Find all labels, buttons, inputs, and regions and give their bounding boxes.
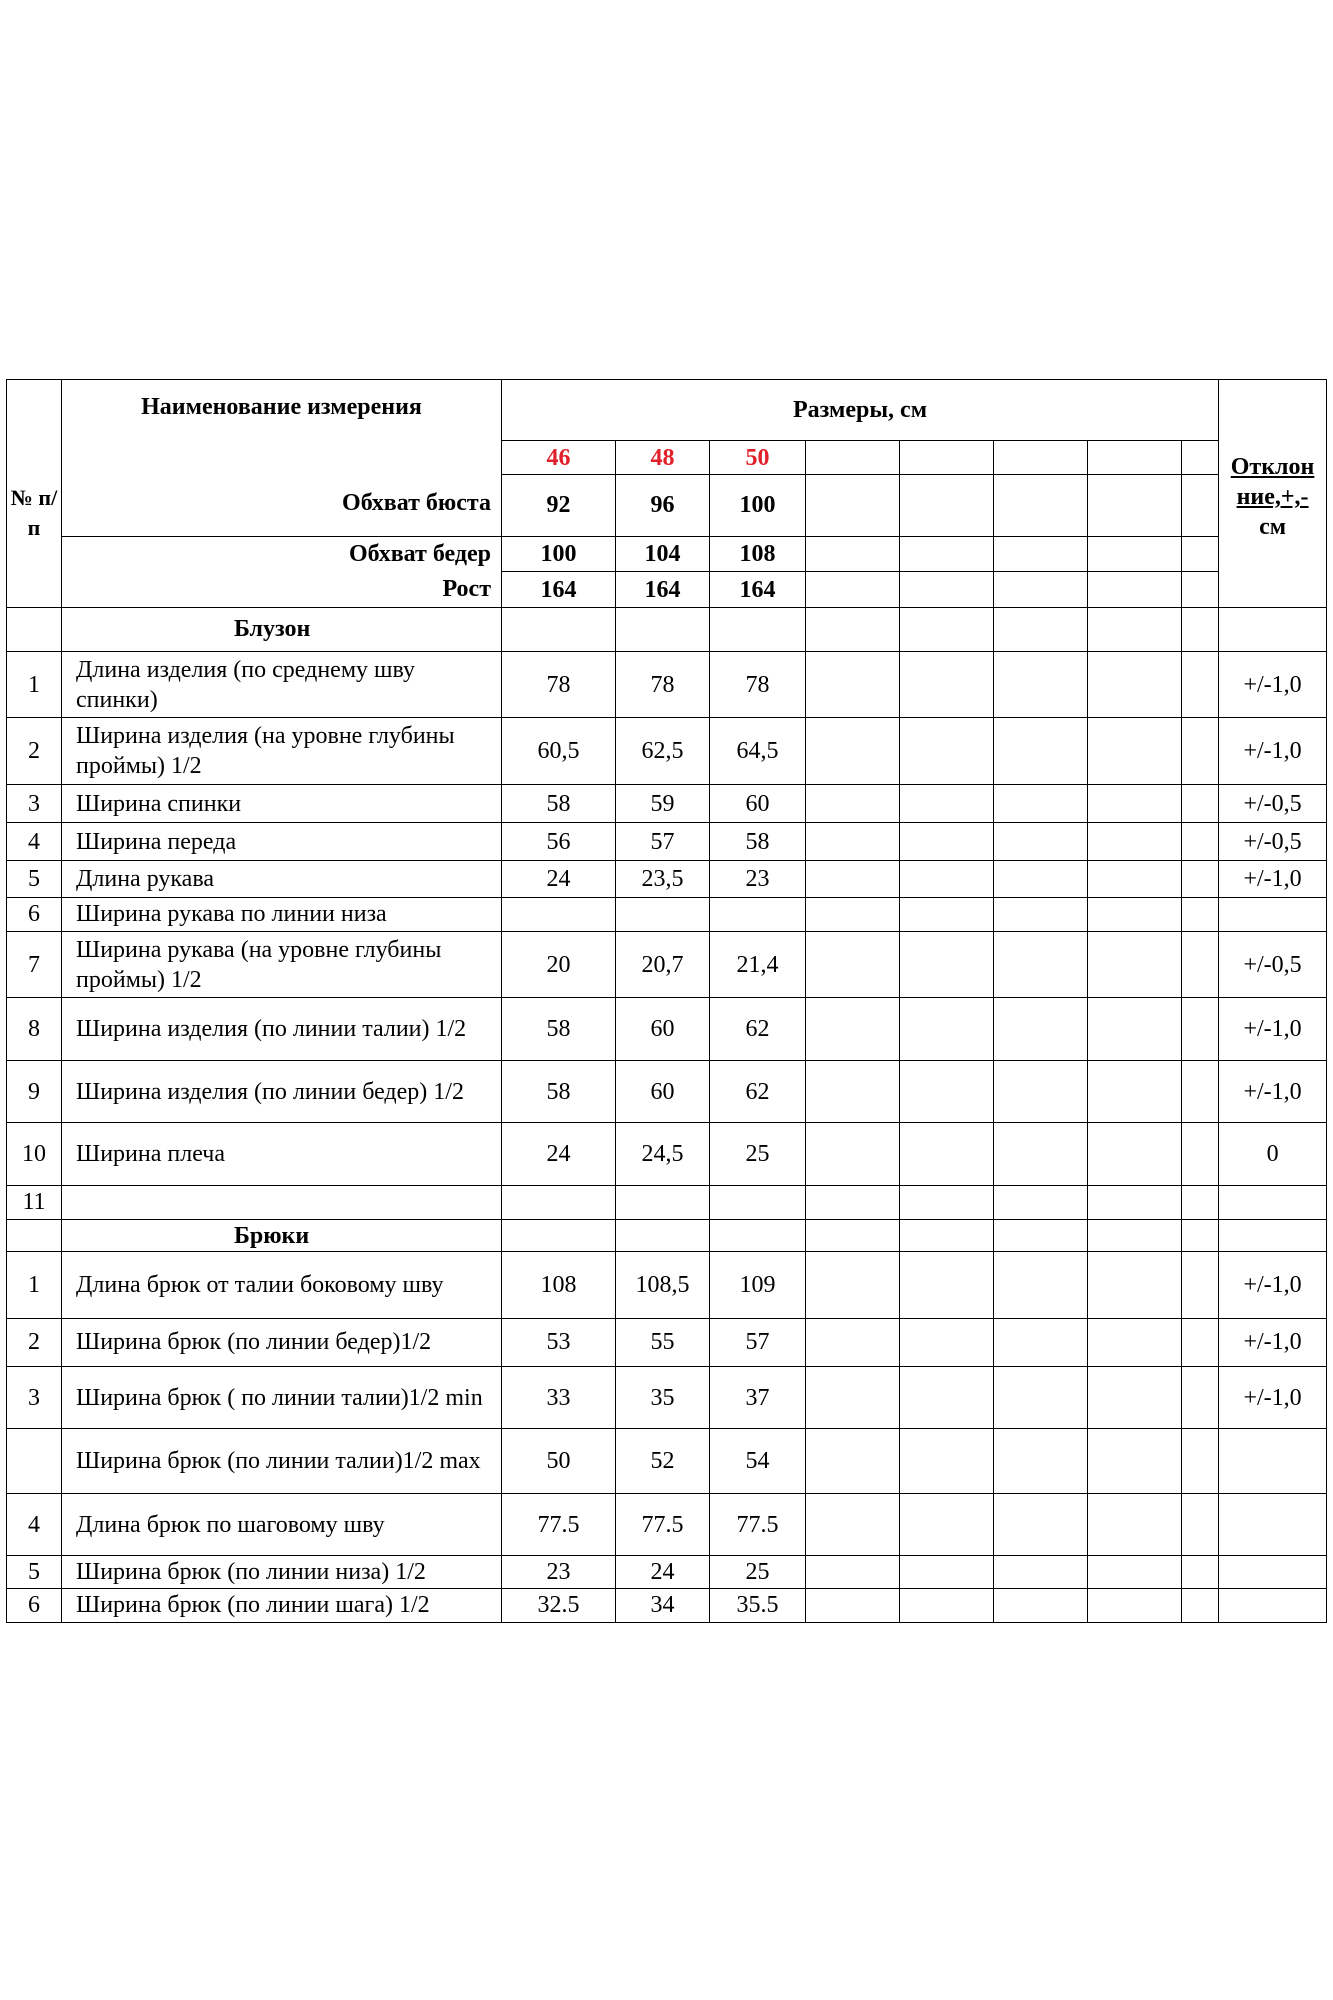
measurement-row — [7, 1185, 1327, 1219]
empty-cell — [1182, 861, 1219, 897]
measurement-name: Ширина переда — [62, 823, 502, 861]
section-header-row — [7, 1219, 1327, 1251]
empty-cell — [806, 861, 900, 897]
size-label-46: 46 — [502, 441, 616, 474]
size-value: 25 — [710, 1123, 806, 1185]
empty-cell — [994, 1185, 1088, 1219]
size-value: 20,7 — [616, 931, 710, 997]
empty-cell — [1088, 861, 1182, 897]
empty-cell — [1088, 1318, 1182, 1366]
empty-cell — [1182, 784, 1219, 822]
size-value: 24 — [616, 1556, 710, 1588]
measurement-name: Ширина брюк (по линии талии)1/2 max — [62, 1429, 502, 1493]
row-number — [7, 1429, 62, 1493]
measurement-name: Ширина брюк (по линии низа) 1/2 — [62, 1556, 502, 1588]
empty-cell — [1182, 1429, 1219, 1493]
empty-cell — [1182, 1366, 1219, 1428]
measurement-row — [7, 1252, 1327, 1318]
empty-cell — [616, 607, 710, 651]
size-value — [502, 1185, 616, 1219]
size-value: 24 — [502, 861, 616, 897]
empty-cell — [1182, 1318, 1219, 1366]
size-value: 24,5 — [616, 1123, 710, 1185]
size-value: 64,5 — [710, 718, 806, 784]
size-value: 58 — [502, 998, 616, 1060]
size-value — [710, 1185, 806, 1219]
empty-cell — [994, 474, 1088, 536]
empty-cell — [900, 651, 994, 717]
measurement-row — [7, 651, 1327, 717]
empty-cell — [806, 1556, 900, 1588]
measurement-row — [7, 861, 1327, 897]
size-value: 60 — [710, 784, 806, 822]
bust-value-50: 100 — [710, 474, 806, 536]
empty-cell — [806, 931, 900, 997]
empty-cell — [1088, 1123, 1182, 1185]
size-value: 35 — [616, 1366, 710, 1428]
size-value: 60 — [616, 998, 710, 1060]
size-label-50: 50 — [710, 441, 806, 474]
empty-cell — [806, 537, 900, 572]
empty-cell — [900, 1366, 994, 1428]
measurement-name: Длина брюк от талии боковому шву — [62, 1252, 502, 1318]
empty-cell — [1219, 1219, 1327, 1251]
deviation-value: +/-1,0 — [1219, 998, 1327, 1060]
row-number: 6 — [7, 1588, 62, 1623]
size-value: 58 — [502, 1060, 616, 1122]
empty-cell — [900, 861, 994, 897]
empty-cell — [806, 1366, 900, 1428]
header-row-height — [7, 572, 1327, 607]
size-value: 23 — [502, 1556, 616, 1588]
bust-label: Обхват бюста — [342, 490, 491, 516]
empty-cell — [1182, 1060, 1219, 1122]
empty-cell — [806, 1588, 900, 1623]
size-value: 24 — [502, 1123, 616, 1185]
empty-cell — [1182, 998, 1219, 1060]
number-col-header-label: № п/ п — [10, 485, 58, 541]
size-chart-table — [6, 379, 1327, 1623]
height-value-48: 164 — [616, 572, 710, 607]
size-value: 34 — [616, 1588, 710, 1623]
size-value — [710, 897, 806, 931]
row-number: 3 — [7, 1366, 62, 1428]
empty-cell — [1088, 1588, 1182, 1623]
size-value: 35.5 — [710, 1588, 806, 1623]
empty-cell — [1182, 441, 1219, 474]
measurement-row — [7, 897, 1327, 931]
measurement-row — [7, 1123, 1327, 1185]
empty-cell — [1182, 1123, 1219, 1185]
measurement-name: Ширина изделия (на уровне глубины проймы) 1/2 — [62, 718, 502, 784]
empty-cell — [900, 537, 994, 572]
hips-label: Обхват бедер — [62, 537, 502, 572]
row-number: 4 — [7, 1493, 62, 1555]
empty-cell — [1182, 1556, 1219, 1588]
empty-cell — [900, 931, 994, 997]
size-value: 32.5 — [502, 1588, 616, 1623]
empty-cell — [994, 441, 1088, 474]
empty-cell — [900, 572, 994, 607]
size-value: 108 — [502, 1252, 616, 1318]
empty-cell — [900, 718, 994, 784]
measurement-row — [7, 1060, 1327, 1122]
empty-cell — [806, 651, 900, 717]
empty-cell — [7, 1219, 62, 1251]
size-value — [616, 1185, 710, 1219]
empty-cell — [994, 1429, 1088, 1493]
size-value: 77.5 — [710, 1493, 806, 1555]
empty-cell — [806, 474, 900, 536]
size-value: 57 — [710, 1318, 806, 1366]
empty-cell — [1088, 1252, 1182, 1318]
deviation-value: +/-1,0 — [1219, 718, 1327, 784]
empty-cell — [900, 1318, 994, 1366]
empty-cell — [806, 1318, 900, 1366]
empty-cell — [1182, 1493, 1219, 1555]
size-value: 20 — [502, 931, 616, 997]
empty-cell — [806, 1185, 900, 1219]
empty-cell — [994, 537, 1088, 572]
empty-cell — [1182, 718, 1219, 784]
row-number: 6 — [7, 897, 62, 931]
empty-cell — [806, 823, 900, 861]
size-value: 60 — [616, 1060, 710, 1122]
size-value: 77.5 — [616, 1493, 710, 1555]
empty-cell — [806, 1493, 900, 1555]
empty-cell — [900, 823, 994, 861]
empty-cell — [710, 1219, 806, 1251]
empty-cell — [7, 607, 62, 651]
empty-cell — [994, 823, 1088, 861]
header-row-hips — [7, 537, 1327, 572]
empty-cell — [1088, 1493, 1182, 1555]
empty-cell — [900, 607, 994, 651]
size-value: 62,5 — [616, 718, 710, 784]
empty-cell — [994, 1060, 1088, 1122]
empty-cell — [900, 1185, 994, 1219]
empty-cell — [1088, 931, 1182, 997]
row-number: 8 — [7, 998, 62, 1060]
empty-cell — [994, 1123, 1088, 1185]
empty-cell — [1088, 607, 1182, 651]
size-value: 62 — [710, 998, 806, 1060]
size-value: 50 — [502, 1429, 616, 1493]
height-value-50: 164 — [710, 572, 806, 607]
measurement-name: Длина изделия (по среднему шву спинки) — [62, 651, 502, 717]
header-row-title — [7, 380, 1327, 441]
size-value: 77.5 — [502, 1493, 616, 1555]
deviation-value — [1219, 1429, 1327, 1493]
size-value: 59 — [616, 784, 710, 822]
empty-cell — [900, 1556, 994, 1588]
measurement-name: Ширина плеча — [62, 1123, 502, 1185]
size-value: 78 — [710, 651, 806, 717]
row-number: 2 — [7, 1318, 62, 1366]
size-value: 58 — [502, 784, 616, 822]
measurement-row — [7, 1318, 1327, 1366]
empty-cell — [994, 784, 1088, 822]
height-value-46: 164 — [502, 572, 616, 607]
empty-cell — [900, 784, 994, 822]
row-number: 7 — [7, 931, 62, 997]
deviation-value — [1219, 1588, 1327, 1623]
measurement-row — [7, 1366, 1327, 1428]
row-number: 10 — [7, 1123, 62, 1185]
deviation-value: +/-0,5 — [1219, 823, 1327, 861]
size-value: 23,5 — [616, 861, 710, 897]
empty-cell — [1088, 718, 1182, 784]
section-header-row — [7, 607, 1327, 651]
empty-cell — [900, 1588, 994, 1623]
empty-cell — [1088, 1366, 1182, 1428]
deviation-value — [1219, 897, 1327, 931]
empty-cell — [994, 1556, 1088, 1588]
deviation-value: +/-1,0 — [1219, 1060, 1327, 1122]
size-value: 21,4 — [710, 931, 806, 997]
measurement-name: Ширина изделия (по линии талии) 1/2 — [62, 998, 502, 1060]
empty-cell — [1088, 1556, 1182, 1588]
empty-cell — [1088, 823, 1182, 861]
empty-cell — [900, 474, 994, 536]
empty-cell — [900, 441, 994, 474]
size-value: 108,5 — [616, 1252, 710, 1318]
size-value: 52 — [616, 1429, 710, 1493]
measurement-row — [7, 1556, 1327, 1588]
empty-cell — [900, 1429, 994, 1493]
empty-cell — [994, 1318, 1088, 1366]
empty-cell — [806, 897, 900, 931]
empty-cell — [502, 607, 616, 651]
empty-cell — [710, 607, 806, 651]
row-number: 1 — [7, 1252, 62, 1318]
empty-cell — [1182, 474, 1219, 536]
empty-cell — [806, 1123, 900, 1185]
measurement-row — [7, 1588, 1327, 1623]
section-title: Блузон — [62, 607, 502, 651]
measurement-name: Ширина брюк ( по линии талии)1/2 min — [62, 1366, 502, 1428]
empty-cell — [994, 1493, 1088, 1555]
row-number: 5 — [7, 861, 62, 897]
name-col-header — [62, 380, 502, 537]
empty-cell — [806, 718, 900, 784]
deviation-value — [1219, 1185, 1327, 1219]
empty-cell — [994, 607, 1088, 651]
size-value: 55 — [616, 1318, 710, 1366]
empty-cell — [1088, 537, 1182, 572]
row-number: 5 — [7, 1556, 62, 1588]
empty-cell — [994, 572, 1088, 607]
empty-cell — [994, 931, 1088, 997]
measurement-rows — [7, 607, 1327, 1622]
empty-cell — [1182, 537, 1219, 572]
measurement-row — [7, 998, 1327, 1060]
empty-cell — [1088, 1429, 1182, 1493]
measurement-row — [7, 784, 1327, 822]
empty-cell — [1088, 441, 1182, 474]
measurement-name — [62, 1185, 502, 1219]
empty-cell — [994, 1366, 1088, 1428]
empty-cell — [1182, 1252, 1219, 1318]
deviation-value: 0 — [1219, 1123, 1327, 1185]
empty-cell — [900, 1252, 994, 1318]
empty-cell — [994, 861, 1088, 897]
empty-cell — [900, 897, 994, 931]
measurement-row — [7, 1493, 1327, 1555]
size-value: 23 — [710, 861, 806, 897]
measurement-row — [7, 931, 1327, 997]
empty-cell — [1182, 651, 1219, 717]
empty-cell — [994, 998, 1088, 1060]
empty-cell — [1182, 1185, 1219, 1219]
size-value — [616, 897, 710, 931]
deviation-value — [1219, 1556, 1327, 1588]
size-value: 78 — [616, 651, 710, 717]
size-value: 109 — [710, 1252, 806, 1318]
empty-cell — [616, 1219, 710, 1251]
size-value: 33 — [502, 1366, 616, 1428]
deviation-header-line2: ние,+,- — [1236, 484, 1309, 510]
hips-value-50: 108 — [710, 537, 806, 572]
row-number: 11 — [7, 1185, 62, 1219]
name-col-header-label: Наименование измерения — [141, 394, 422, 420]
empty-cell — [900, 1123, 994, 1185]
empty-cell — [1088, 474, 1182, 536]
measurement-name: Ширина рукава (на уровне глубины проймы) 1/2 — [62, 931, 502, 997]
empty-cell — [806, 998, 900, 1060]
deviation-value: +/-1,0 — [1219, 1252, 1327, 1318]
size-value: 53 — [502, 1318, 616, 1366]
measurement-name: Длина брюк по шаговому шву — [62, 1493, 502, 1555]
measurement-name: Ширина брюк (по линии шага) 1/2 — [62, 1588, 502, 1623]
empty-cell — [502, 1219, 616, 1251]
empty-cell — [1182, 607, 1219, 651]
empty-cell — [994, 1588, 1088, 1623]
empty-cell — [1088, 1060, 1182, 1122]
empty-cell — [900, 1493, 994, 1555]
bust-value-46: 92 — [502, 474, 616, 536]
empty-cell — [994, 651, 1088, 717]
empty-cell — [806, 441, 900, 474]
deviation-col-header — [1219, 380, 1327, 608]
empty-cell — [1182, 931, 1219, 997]
size-value: 78 — [502, 651, 616, 717]
empty-cell — [994, 897, 1088, 931]
empty-cell — [900, 998, 994, 1060]
size-value: 56 — [502, 823, 616, 861]
empty-cell — [1182, 897, 1219, 931]
size-value: 58 — [710, 823, 806, 861]
empty-cell — [806, 1219, 900, 1251]
deviation-header-line3: см — [1259, 514, 1287, 540]
measurement-name: Ширина спинки — [62, 784, 502, 822]
measurement-name: Ширина брюк (по линии бедер)1/2 — [62, 1318, 502, 1366]
empty-cell — [900, 1219, 994, 1251]
deviation-value: +/-1,0 — [1219, 861, 1327, 897]
size-value: 57 — [616, 823, 710, 861]
deviation-value: +/-1,0 — [1219, 1366, 1327, 1428]
size-value: 37 — [710, 1366, 806, 1428]
measurement-name: Ширина рукава по линии низа — [62, 897, 502, 931]
size-value — [502, 897, 616, 931]
empty-cell — [1088, 1219, 1182, 1251]
sizes-col-header: Размеры, см — [502, 380, 1219, 441]
deviation-value: +/-1,0 — [1219, 651, 1327, 717]
row-number: 3 — [7, 784, 62, 822]
deviation-value: +/-0,5 — [1219, 784, 1327, 822]
empty-cell — [994, 1252, 1088, 1318]
number-col-header — [7, 380, 62, 608]
row-number: 9 — [7, 1060, 62, 1122]
empty-cell — [1088, 897, 1182, 931]
deviation-value: +/-0,5 — [1219, 931, 1327, 997]
empty-cell — [994, 718, 1088, 784]
measurement-row — [7, 718, 1327, 784]
measurement-name: Длина рукава — [62, 861, 502, 897]
deviation-value: +/-1,0 — [1219, 1318, 1327, 1366]
empty-cell — [806, 784, 900, 822]
empty-cell — [1219, 607, 1327, 651]
measurement-row — [7, 823, 1327, 861]
size-value: 25 — [710, 1556, 806, 1588]
empty-cell — [994, 1219, 1088, 1251]
empty-cell — [1182, 823, 1219, 861]
empty-cell — [1088, 1185, 1182, 1219]
bust-value-48: 96 — [616, 474, 710, 536]
height-label: Рост — [62, 572, 502, 607]
size-label-48: 48 — [616, 441, 710, 474]
empty-cell — [1088, 651, 1182, 717]
row-number: 4 — [7, 823, 62, 861]
size-value: 60,5 — [502, 718, 616, 784]
empty-cell — [1088, 784, 1182, 822]
row-number: 2 — [7, 718, 62, 784]
empty-cell — [1182, 1219, 1219, 1251]
empty-cell — [806, 572, 900, 607]
empty-cell — [1088, 998, 1182, 1060]
empty-cell — [1182, 572, 1219, 607]
empty-cell — [806, 1252, 900, 1318]
deviation-header-line1: Отклон — [1230, 454, 1315, 480]
empty-cell — [900, 1060, 994, 1122]
hips-value-48: 104 — [616, 537, 710, 572]
hips-value-46: 100 — [502, 537, 616, 572]
section-title: Брюки — [62, 1219, 502, 1251]
measurement-row — [7, 1429, 1327, 1493]
measurement-sheet — [6, 379, 1326, 1623]
empty-cell — [806, 1060, 900, 1122]
empty-cell — [806, 607, 900, 651]
empty-cell — [806, 1429, 900, 1493]
empty-cell — [1088, 572, 1182, 607]
deviation-value — [1219, 1493, 1327, 1555]
measurement-name: Ширина изделия (по линии бедер) 1/2 — [62, 1060, 502, 1122]
empty-cell — [1182, 1588, 1219, 1623]
row-number: 1 — [7, 651, 62, 717]
size-value: 62 — [710, 1060, 806, 1122]
size-value: 54 — [710, 1429, 806, 1493]
